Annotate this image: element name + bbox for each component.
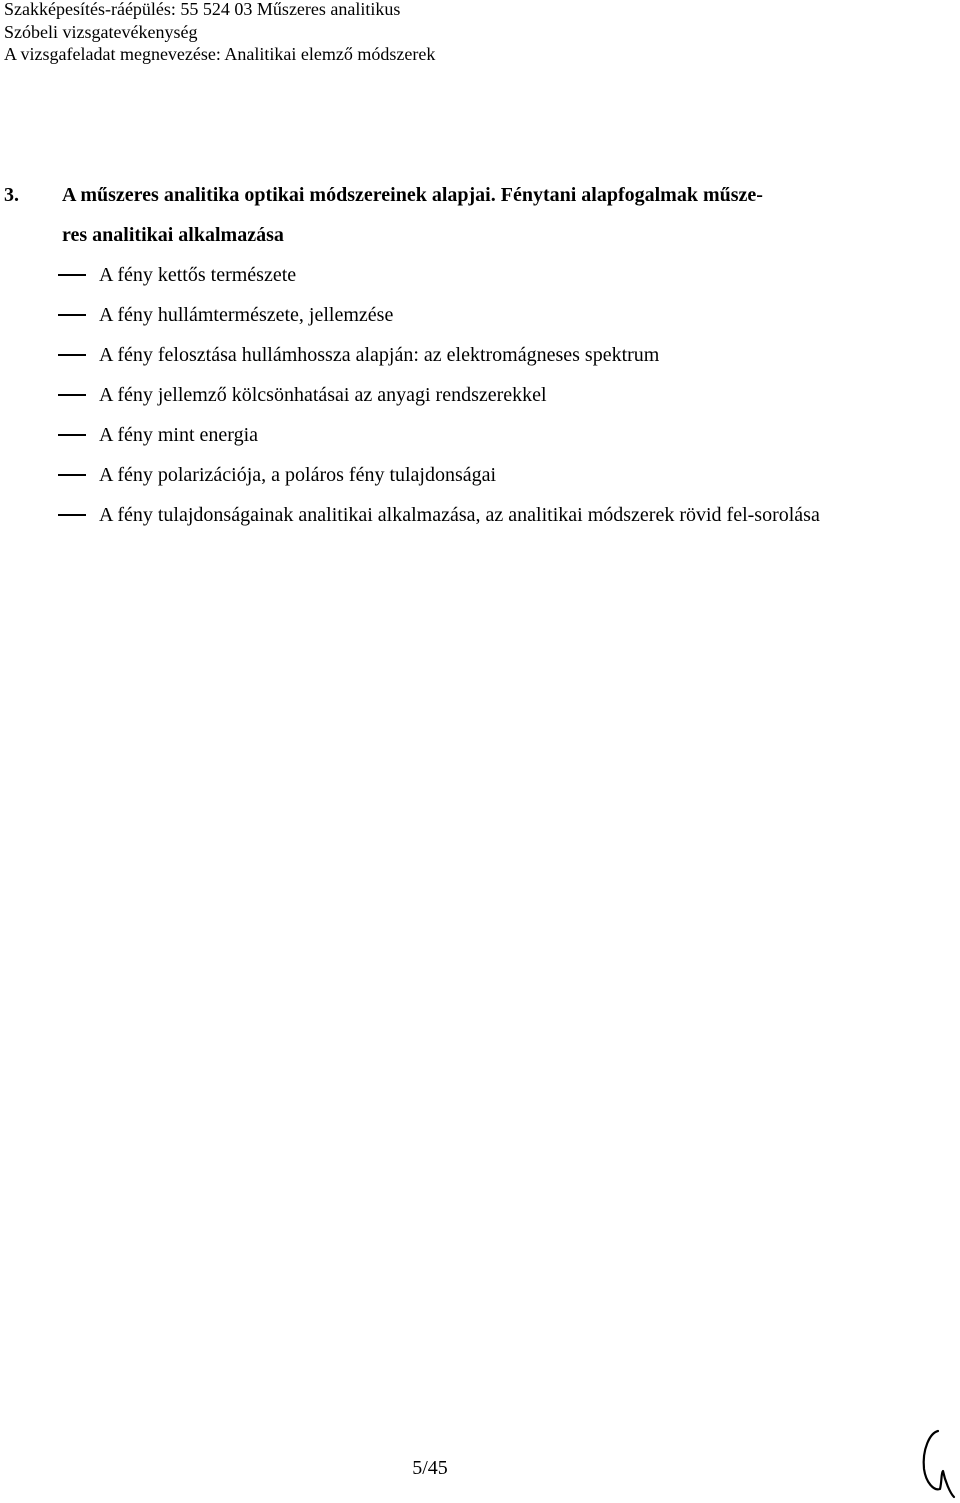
qualification-line: Szakképesítés-ráépülés: 55 524 03 Műszeres analitikus: [4, 0, 401, 19]
dash-bullet: [58, 354, 86, 356]
exam-activity-line: Szóbeli vizsgatevékenység: [4, 21, 198, 42]
topic-heading: [4, 175, 884, 255]
dash-bullet: [58, 434, 86, 436]
page-number: 5/45: [412, 1457, 448, 1479]
topic-number: 3.: [4, 184, 19, 206]
list-item: [58, 335, 878, 375]
list-item: [58, 375, 878, 415]
list-item-text: A fény tulajdonságainak analitikai alkalmazása, az analitikai módszerek rövid fel-sorolása: [99, 504, 820, 526]
list-item: [58, 415, 878, 455]
dash-bullet: [58, 314, 86, 316]
list-item: [58, 455, 878, 495]
topic-title-line-2: res analitikai alkalmazása: [62, 224, 284, 246]
list-item-text: A fény kettős természete: [99, 264, 297, 286]
list-item: [58, 255, 878, 295]
exam-task-line: A vizsgafeladat megnevezése: Analitikai elemző módszerek: [4, 44, 436, 64]
dash-bullet: [58, 474, 86, 476]
document-header: [4, 0, 904, 66]
signature-mark: [916, 1425, 956, 1500]
dash-bullet: [58, 274, 86, 276]
dash-bullet: [58, 394, 86, 396]
topic-title-line-1: A műszeres analitika optikai módszereinek alapjai. Fénytani alapfogalmak műsze-: [62, 184, 763, 206]
list-item-text: A fény hullámtermészete, jellemzése: [99, 304, 394, 326]
topic-item-list: [58, 255, 878, 535]
list-item: [58, 495, 878, 535]
list-item-text: A fény felosztása hullámhossza alapján: az elektromágneses spektrum: [99, 344, 660, 366]
list-item: [58, 295, 878, 335]
list-item-text: A fény polarizációja, a poláros fény tulajdonságai: [99, 464, 497, 486]
dash-bullet: [58, 514, 86, 516]
list-item-text: A fény jellemző kölcsönhatásai az anyagi rendszerekkel: [99, 384, 547, 406]
list-item-text: A fény mint energia: [99, 424, 259, 446]
